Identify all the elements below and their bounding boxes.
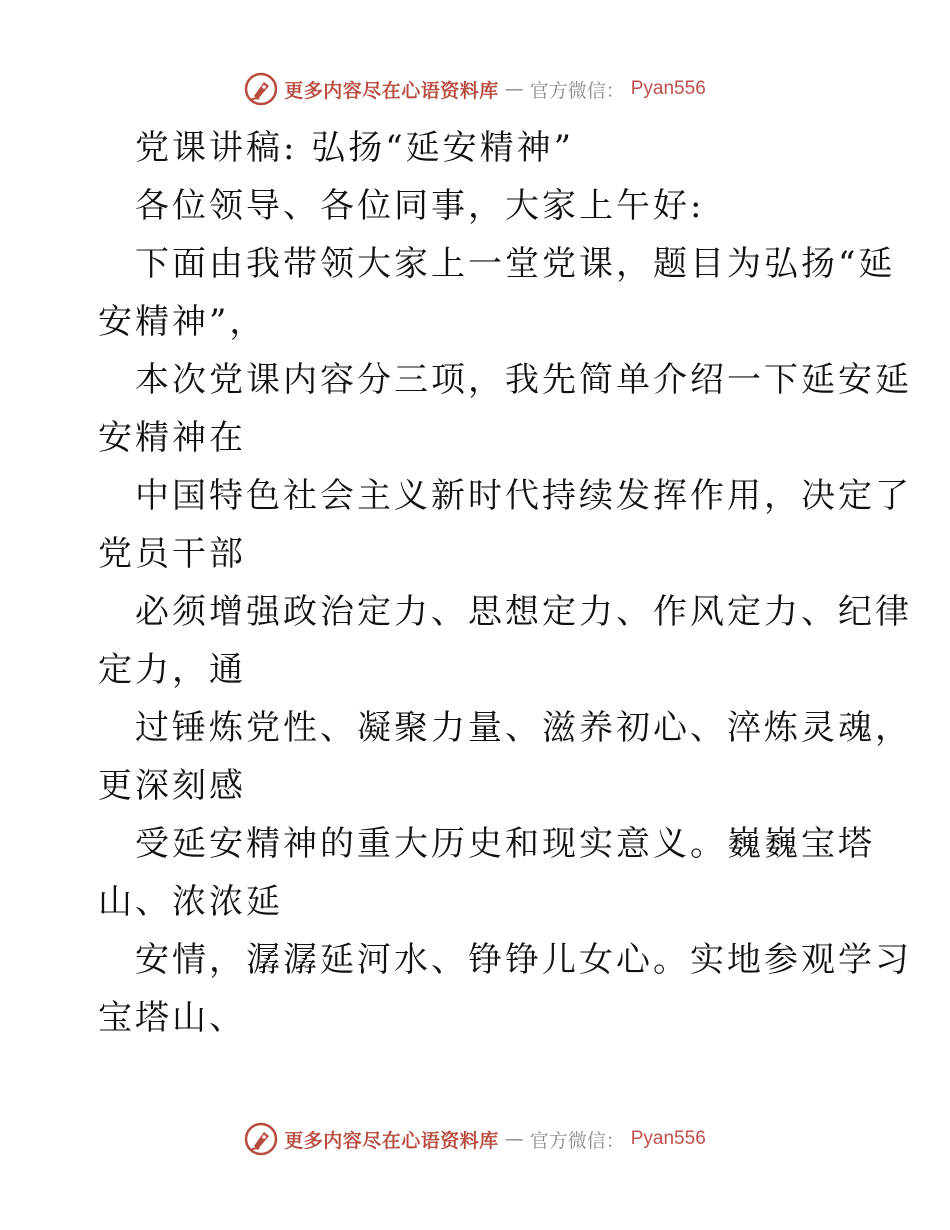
text-line: 安精神在 — [98, 418, 246, 458]
text-line: 受延安精神的重大历史和现实意义。巍巍宝塔 — [135, 824, 875, 864]
watermark-label: 官方微信： — [529, 1129, 625, 1152]
text-line: 党员干部 — [98, 534, 246, 574]
text-line: 下面由我带领大家上一堂党课，题目为弘扬“延 — [135, 244, 896, 284]
text-line: 安情，潺潺延河水、铮铮儿女心。实地参观学习 — [135, 940, 912, 980]
watermark-wechat-id: Pyan556 — [630, 1128, 706, 1149]
text-line: 定力，通 — [98, 650, 246, 690]
text-line: 各位领导、各位同事，大家上午好: — [135, 186, 705, 226]
document-title: 党课讲稿: 弘扬“延安精神” — [135, 128, 575, 168]
pen-nib-logo-icon — [244, 72, 278, 106]
watermark-text: 更多内容尽在心语资料库 — [284, 79, 499, 102]
text-line: 过锤炼党性、凝聚力量、滋养初心、淬炼灵魂， — [135, 708, 912, 748]
text-line: 中国特色社会主义新时代持续发挥作用，决定了 — [135, 476, 912, 516]
text-line: 宝塔山、 — [98, 998, 246, 1038]
text-line: 本次党课内容分三项，我先简单介绍一下延安延 — [135, 360, 912, 400]
pen-nib-logo-icon — [244, 1122, 278, 1156]
text-line: 山、浓浓延 — [98, 882, 283, 922]
text-line: 安精神”， — [98, 302, 267, 342]
watermark-text: 更多内容尽在心语资料库 — [284, 1129, 499, 1152]
text-line: 更深刻感 — [98, 766, 246, 806]
header-watermark — [0, 72, 950, 106]
text-line: 必须增强政治定力、思想定力、作风定力、纪律 — [135, 592, 912, 632]
footer-watermark — [0, 1122, 950, 1156]
watermark-separator: — — [504, 1128, 524, 1150]
watermark-wechat-id: Pyan556 — [630, 78, 706, 99]
watermark-separator: — — [504, 78, 524, 100]
watermark-label: 官方微信： — [529, 79, 625, 102]
